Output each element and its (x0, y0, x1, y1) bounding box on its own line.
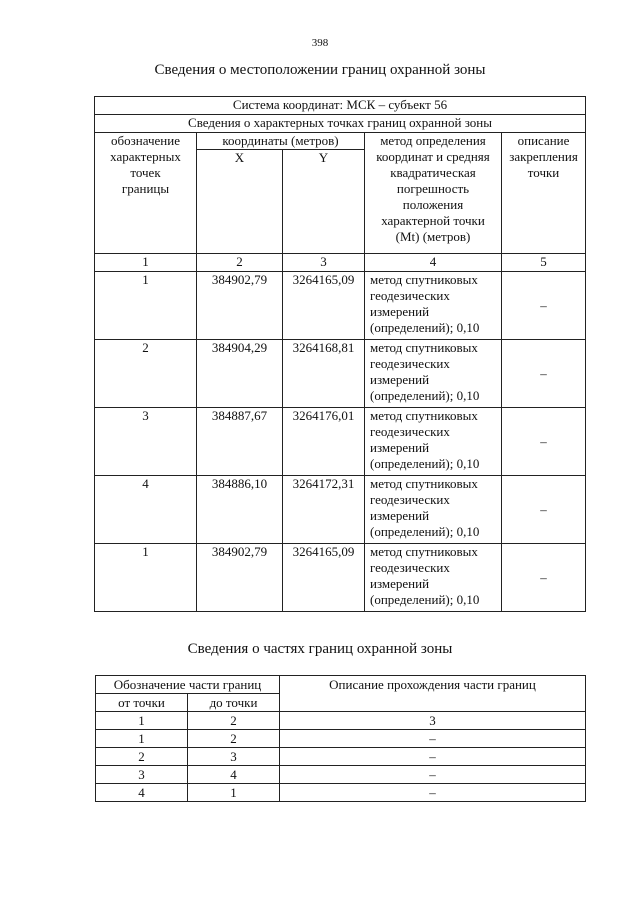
table-row: 3 384887,67 3264176,01 метод спутниковых геодезических измерений (определений); 0,10 – (95, 408, 586, 476)
section-title: Сведения о характерных точках границ охранной зоны (95, 115, 586, 133)
col-number: 5 (502, 254, 586, 272)
col-number: 3 (283, 254, 365, 272)
header-to-point: до точки (188, 694, 280, 712)
header-coords: координаты (метров) (197, 133, 365, 150)
header-desc: описание закрепления точки (502, 133, 586, 254)
table-row: 4 384886,10 3264172,31 метод спутниковых геодезических измерений (определений); 0,10 – (95, 476, 586, 544)
header-y: Y (283, 150, 365, 254)
col-number: 3 (280, 712, 586, 730)
coordinate-system: Система координат: МСК – субъект 56 (95, 97, 586, 115)
document-title: Сведения о местоположении границ охранной зоны (154, 62, 486, 78)
table-row: 2 384904,29 3264168,81 метод спутниковых геодезических измерений (определений); 0,10 – (95, 340, 586, 408)
table-row: 2 3 – (96, 748, 586, 766)
method-cell: метод спутниковых геодезических измерений (определений); 0,10 (365, 340, 502, 408)
table-row: 1 384902,79 3264165,09 метод спутниковых геодезических измерений (определений); 0,10 – (95, 272, 586, 340)
header-boundary-part: Обозначение части границ (96, 676, 280, 694)
header-method: метод определения координат и средняя квадратическая погрешность положения характерной точки (Mt) (метров) (365, 133, 502, 254)
boundary-parts-table (95, 675, 586, 802)
col-number: 2 (188, 712, 280, 730)
table-row: 4 1 – (96, 784, 586, 802)
coordinates-table (94, 96, 586, 612)
col-number: 1 (95, 254, 197, 272)
method-cell: метод спутниковых геодезических измерений (определений); 0,10 (365, 272, 502, 340)
page-number: 398 (311, 37, 329, 49)
header-part-description: Описание прохождения части границ (280, 676, 586, 712)
method-cell: метод спутниковых геодезических измерений (определений); 0,10 (365, 476, 502, 544)
method-cell: метод спутниковых геодезических измерений (определений); 0,10 (365, 544, 502, 612)
header-from-point: от точки (96, 694, 188, 712)
table-row: 1 2 – (96, 730, 586, 748)
method-cell: метод спутниковых геодезических измерений (определений); 0,10 (365, 408, 502, 476)
header-x: X (197, 150, 283, 254)
col-number: 2 (197, 254, 283, 272)
col-number: 1 (96, 712, 188, 730)
table-row: 3 4 – (96, 766, 586, 784)
col-number: 4 (365, 254, 502, 272)
table-row: 1 384902,79 3264165,09 метод спутниковых геодезических измерений (определений); 0,10 – (95, 544, 586, 612)
header-point: обозначение характерных точек границы (95, 133, 197, 254)
parts-section-title: Сведения о частях границ охранной зоны (187, 641, 453, 657)
